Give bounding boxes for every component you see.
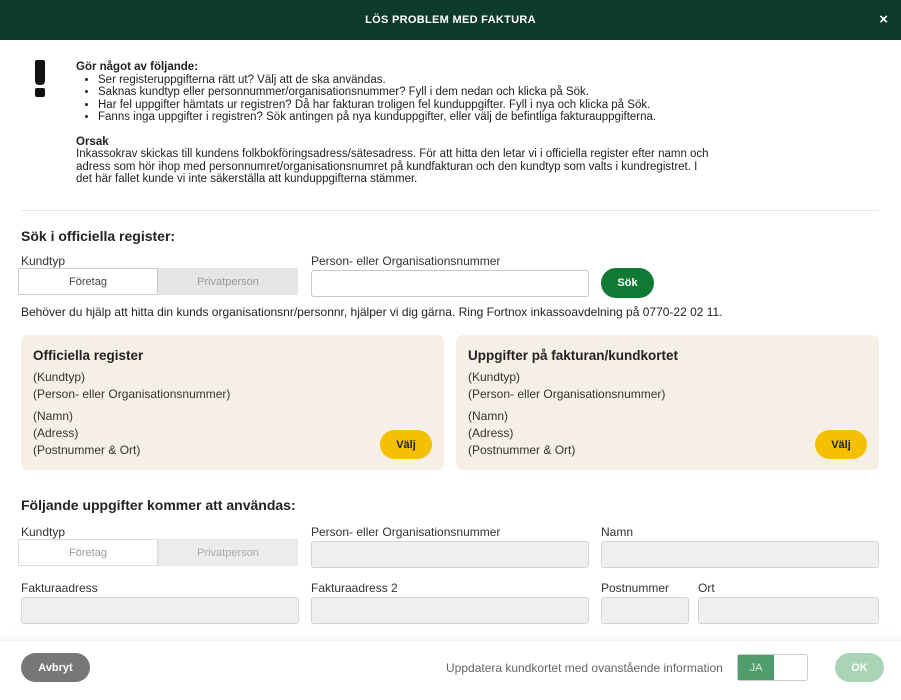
select-official-button[interactable]: Välj [380,430,432,459]
search-section-title: Sök i officiella register: [21,228,176,244]
kundtyp-option-privatperson[interactable]: Privatperson [158,268,298,295]
kundtyp-option-foretag[interactable]: Företag [18,268,158,295]
final-city-label: Ort [698,581,715,595]
final-address2-label: Fakturaadress 2 [311,581,398,595]
card-address: (Adress) [33,426,79,440]
final-kundtyp-label: Kundtyp [21,525,66,539]
info-bullet: • Saknas kundtyp eller personnummer/organisationsnummer? Fyll i dem nedan och klicka på Sök. [98,86,716,99]
id-number-input[interactable] [311,270,589,297]
final-name-input [601,541,879,568]
cause-text: Inkassokrav skickas till kundens folkbokföringsadress/sätesadress. För att hitta den letar vi i officiella register efter namn och adress som hör ihop med personnumret/organisationsnumret på kundfakturan och den kundtyp som valts i kundregistret. I det här fallet kunde vi inte säkerställa att kunduppgifterna stämmer. [76,148,709,185]
card-id-number: (Person- eller Organisationsnummer) [468,387,666,401]
cancel-button[interactable]: Avbryt [21,653,90,682]
dialog-title: LÖS PROBLEM MED FAKTURA [365,14,536,26]
select-invoice-button[interactable]: Välj [815,430,867,459]
final-id-input [311,541,589,568]
final-kundtyp-toggle [18,539,298,566]
final-address2-input [311,597,589,624]
final-kundtyp-option-foretag: Företag [18,539,158,566]
info-bullet: • Ser registeruppgifterna rätt ut? Välj att de ska användas. [98,74,716,87]
final-postal-label: Postnummer [601,581,670,595]
info-heading: Gör något av följande: [76,61,199,73]
card-name: (Namn) [468,409,509,423]
kundtyp-toggle [18,268,298,295]
update-customer-text: Uppdatera kundkortet med ovanstående information [446,661,723,675]
dialog-header [0,0,901,40]
card-official-register [21,335,444,470]
card-address: (Adress) [468,426,514,440]
info-bullets [98,74,716,124]
ok-button[interactable]: OK [835,653,884,682]
card-postal: (Postnummer & Ort) [33,443,141,457]
card-id-number: (Person- eller Organisationsnummer) [33,387,231,401]
cause-heading: Orsak [76,135,109,148]
card-postal: (Postnummer & Ort) [468,443,576,457]
help-text: Behöver du hjälp att hitta din kunds organisationsnr/personnr, hjälper vi dig gärna. Ring Fortnox inkassoavdelning på 0770-22 02 11. [21,305,723,319]
card-title: Uppgifter på fakturan/kundkortet [468,348,679,363]
final-city-input [698,597,879,624]
final-postal-input [601,597,689,624]
dialog-footer [0,640,901,700]
info-text [76,61,716,186]
card-name: (Namn) [33,409,74,423]
search-button[interactable]: Sök [601,268,654,298]
close-icon[interactable]: × [879,11,888,28]
final-name-label: Namn [601,525,634,539]
card-kundtyp: (Kundtyp) [468,370,521,384]
card-kundtyp: (Kundtyp) [33,370,86,384]
id-label: Person- eller Organisationsnummer [311,254,501,268]
info-bullet: • Har fel uppgifter hämtats ur registren? Då har fakturan troligen fel kunduppgifter. Fyll i nya och klicka på Sök. [98,99,716,112]
kundtyp-label: Kundtyp [21,254,66,268]
final-section-title: Följande uppgifter kommer att användas: [21,497,296,513]
final-address-input [21,597,299,624]
info-bullet: • Fanns inga uppgifter i registren? Sök antingen på nya kunduppgifter, eller välj de befintliga fakturauppgifterna. [98,111,716,124]
update-customer-toggle[interactable] [737,654,808,681]
exclamation-icon [33,60,47,98]
card-invoice-data [456,335,879,470]
final-address-label: Fakturaadress [21,581,98,595]
final-id-label: Person- eller Organisationsnummer [311,525,501,539]
card-title: Officiella register [33,348,144,363]
divider [21,210,879,211]
toggle-yes[interactable]: JA [738,655,774,680]
final-kundtyp-option-privatperson: Privatperson [158,539,298,566]
